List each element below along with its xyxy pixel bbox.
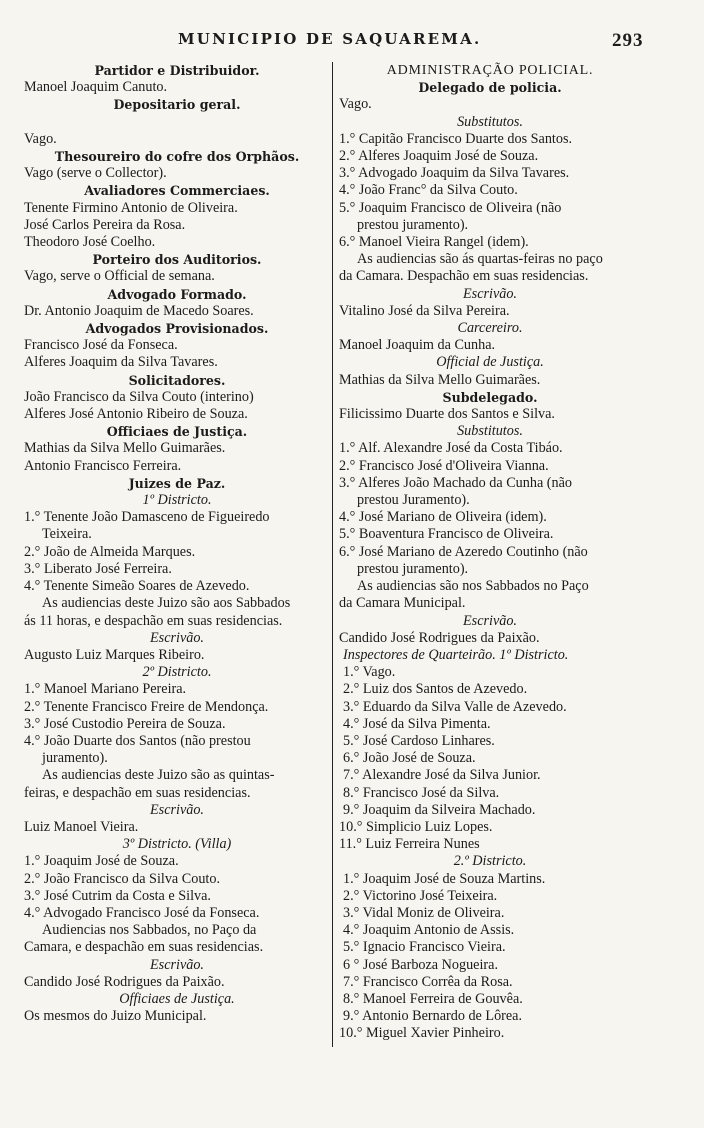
left-line: 4.° Advogado Francisco José da Fonseca.: [24, 904, 260, 921]
left-line: 4.° Tenente Simeão Soares de Azevedo.: [24, 578, 250, 595]
right-line: Carcereiro.: [457, 320, 523, 337]
right-line: 3.° Alferes João Machado da Cunha (não: [339, 474, 572, 491]
right-line: 4.° José Mariano de Oliveira (idem).: [339, 509, 547, 526]
left-line: Officiaes de Justiça.: [106, 424, 248, 440]
left-line: Audiencias nos Sabbados, no Paço da: [42, 922, 257, 939]
right-line: 8.° Francisco José da Silva.: [343, 784, 500, 801]
right-column: [339, 62, 641, 1043]
right-line: Escrivão.: [463, 612, 517, 629]
left-line: Vago (serve o Collector).: [24, 165, 167, 182]
right-line: Candido José Rodrigues da Paixão.: [339, 629, 540, 646]
left-line: 2.° João de Almeida Marques.: [24, 543, 196, 560]
left-line: Depositario geral.: [113, 97, 241, 113]
left-line: Officiaes de Justiça.: [119, 990, 235, 1007]
left-line: 1º Districto.: [142, 492, 212, 509]
right-line: As audiencias são nos Sabbados no Paço: [357, 578, 589, 595]
left-line: José Carlos Pereira da Rosa.: [24, 216, 186, 233]
left-line: As audiencias deste Juizo são aos Sabbados: [42, 595, 291, 612]
left-line: Alferes Joaquim da Silva Tavares.: [24, 354, 218, 371]
left-line: Thesoureiro do cofre dos Orphãos.: [54, 149, 300, 165]
left-line: Dr. Antonio Joaquim de Macedo Soares.: [24, 302, 254, 319]
right-line: 3.° Vidal Moniz de Oliveira.: [343, 904, 505, 921]
right-line: da Camara. Despachão em suas residencias.: [339, 268, 589, 285]
left-line: 3.° Liberato José Ferreira.: [24, 560, 172, 577]
right-line: 6.° José Mariano de Azeredo Coutinho (não: [339, 543, 588, 560]
right-line: 10.° Simplicio Luiz Lopes.: [339, 818, 493, 835]
right-line: 2.° Victorino José Teixeira.: [343, 887, 498, 904]
right-line: 10.° Miguel Xavier Pinheiro.: [339, 1025, 505, 1042]
left-line: Antonio Francisco Ferreira.: [24, 457, 182, 474]
right-line: Inspectores de Quarteirão. 1º Districto.: [343, 646, 569, 663]
left-line: Escrivão.: [150, 956, 204, 973]
left-line: 4.° João Duarte dos Santos (não prestou: [24, 732, 251, 749]
right-line: Substitutos.: [457, 423, 523, 440]
left-line: Advogado Formado.: [107, 286, 247, 302]
right-line: 5.° Ignacio Francisco Vieira.: [343, 939, 506, 956]
left-line: 2.° Tenente Francisco Freire de Mendonça.: [24, 698, 269, 715]
right-line: As audiencias são ás quartas-feiras no paço: [357, 251, 603, 268]
right-line: Manoel Joaquim da Cunha.: [339, 337, 496, 354]
right-line: 2.º Districto.: [453, 853, 527, 870]
left-line: ás 11 horas, e despachão em suas residencias.: [24, 612, 283, 629]
right-line: 1.° Capitão Francisco Duarte dos Santos.: [339, 130, 573, 147]
left-line: 1.° Manoel Mariano Pereira.: [24, 681, 187, 698]
right-line: 8.° Manoel Ferreira de Gouvêa.: [343, 990, 523, 1007]
right-line: ADMINISTRAÇÃO POLICIAL.: [386, 63, 594, 78]
right-line: 7.° Francisco Corrêa da Rosa.: [343, 973, 513, 990]
right-line: Subdelegado.: [442, 389, 538, 405]
left-line: 3.° José Cutrim da Costa e Silva.: [24, 887, 211, 904]
running-title: MUNICIPIO DE SAQUAREMA.: [178, 30, 482, 48]
right-line: 4.° José da Silva Pimenta.: [343, 715, 491, 732]
left-line: juramento).: [42, 750, 108, 767]
right-line: da Camara Municipal.: [339, 595, 466, 612]
right-line: 3.° Advogado Joaquim da Silva Tavares.: [339, 165, 570, 182]
right-line: prestou Juramento).: [357, 492, 470, 509]
right-line: 6 ° José Barboza Nogueira.: [343, 956, 498, 973]
page-number: 293: [612, 30, 644, 51]
right-line: 1.° Alf. Alexandre José da Costa Tibáo.: [339, 440, 563, 457]
left-line: Candido José Rodrigues da Paixão.: [24, 973, 225, 990]
left-line: [24, 114, 330, 131]
right-line: Substitutos.: [457, 113, 523, 130]
left-line: feiras, e despachão em suas residencias.: [24, 784, 251, 801]
left-line: 2.° João Francisco da Silva Couto.: [24, 870, 220, 887]
right-line: 9.° Joaquim da Silveira Machado.: [343, 801, 536, 818]
left-line: 1.° Joaquim José de Souza.: [24, 853, 179, 870]
right-line: prestou juramento).: [357, 560, 469, 577]
left-line: 1.° Tenente João Damasceno de Figueiredo: [24, 509, 270, 526]
right-line: 6.° João José de Souza.: [343, 750, 476, 767]
left-column: [24, 62, 330, 1025]
right-line: 2.° Alferes Joaquim José de Souza.: [339, 148, 539, 165]
right-line: 6.° Manoel Vieira Rangel (idem).: [339, 234, 529, 251]
left-line: Vago, serve o Official de semana.: [24, 268, 215, 285]
left-line: João Francisco da Silva Couto (interino): [24, 388, 254, 405]
left-line: Solicitadores.: [128, 372, 226, 388]
right-line: 2.° Luiz dos Santos de Azevedo.: [343, 681, 528, 698]
right-line: Escrivão.: [463, 285, 517, 302]
left-line: Teixeira.: [42, 526, 92, 543]
left-line: Manoel Joaquim Canuto.: [24, 79, 168, 96]
right-line: 5.° Joaquim Francisco de Oliveira (não: [339, 199, 562, 216]
left-line: 2º Districto.: [142, 664, 212, 681]
left-line: Vago.: [24, 130, 57, 147]
left-line: Escrivão.: [150, 801, 204, 818]
left-line: Os mesmos do Juizo Municipal.: [24, 1008, 207, 1025]
right-line: 7.° Alexandre José da Silva Junior.: [343, 767, 541, 784]
right-line: 1.° Vago.: [343, 664, 396, 681]
right-line: 3.° Eduardo da Silva Valle de Azevedo.: [343, 698, 567, 715]
right-line: 1.° Joaquim José de Souza Martins.: [343, 870, 546, 887]
left-line: Alferes José Antonio Ribeiro de Souza.: [24, 406, 248, 423]
column-rule: [332, 62, 333, 1047]
left-line: Augusto Luiz Marques Ribeiro.: [24, 646, 205, 663]
left-line: Tenente Firmino Antonio de Oliveira.: [24, 199, 238, 216]
left-line: Luiz Manoel Vieira.: [24, 818, 139, 835]
right-line: 4.° João Franc° da Silva Couto.: [339, 182, 518, 199]
right-line: Official de Justiça.: [436, 354, 544, 371]
right-line: 11.° Luiz Ferreira Nunes: [339, 836, 480, 853]
left-line: Escrivão.: [150, 629, 204, 646]
left-line: Francisco José da Fonseca.: [24, 337, 178, 354]
right-line: 5.° Boaventura Francisco de Oliveira.: [339, 526, 554, 543]
left-line: Juizes de Paz.: [128, 475, 226, 491]
left-line: Porteiro dos Auditorios.: [92, 252, 262, 268]
right-line: Vago.: [339, 96, 372, 113]
right-line: Delegado de policia.: [418, 80, 562, 96]
left-line: As audiencias deste Juizo são as quintas-: [42, 767, 275, 784]
right-line: 2.° Francisco José d'Oliveira Vianna.: [339, 457, 549, 474]
right-line: Mathias da Silva Mello Guimarães.: [339, 371, 541, 388]
left-line: Theodoro José Coelho.: [24, 234, 156, 251]
right-line: 9.° Antonio Bernardo de Lôrea.: [343, 1008, 523, 1025]
right-line: 5.° José Cardoso Linhares.: [343, 732, 495, 749]
left-line: Partidor e Distribuidor.: [94, 63, 260, 78]
left-line: Advogados Provisionados.: [85, 321, 269, 337]
left-line: Camara, e despachão em suas residencias.: [24, 939, 264, 956]
left-line: 3.° José Custodio Pereira de Souza.: [24, 715, 226, 732]
left-line: 3º Districto. (Villa): [122, 836, 232, 853]
right-line: Vitalino José da Silva Pereira.: [339, 302, 510, 319]
right-line: prestou juramento).: [357, 216, 469, 233]
left-line: Mathias da Silva Mello Guimarães.: [24, 440, 226, 457]
right-line: Filicissimo Duarte dos Santos e Silva.: [339, 406, 555, 423]
left-line: Avaliadores Commerciaes.: [84, 183, 270, 199]
page-header: [0, 30, 704, 58]
right-line: 4.° Joaquim Antonio de Assis.: [343, 922, 515, 939]
